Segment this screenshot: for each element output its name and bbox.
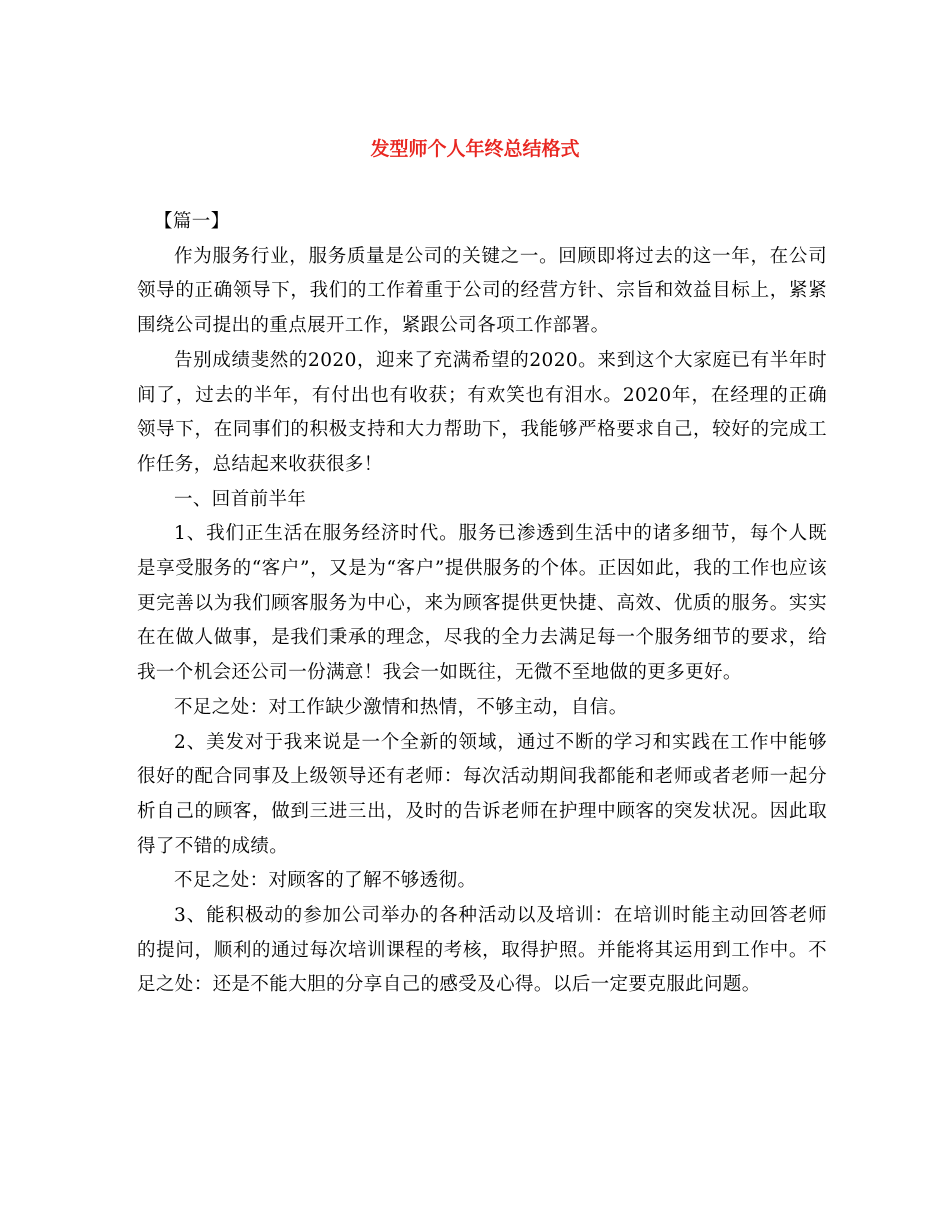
document-title: 发型师个人年终总结格式 — [370, 138, 580, 160]
paragraph-point-3: 3、能积极动的参加公司举办的各种活动以及培训：在培训时能主动回答老师的提问，顺利的通过每次培训课程的考核，取得护照。并能将其运用到工作中。不足之处：还是不能大胆的分享自己的感受及心得。以后一定要克服此问题。 — [137, 905, 827, 996]
paragraph-farewell: 告别成绩斐然的2020，迎来了充满希望的2020。来到这个大家庭已有半年时间了，过去的半年，有付出也有收获；有欢笑也有泪水。2020年，在经理的正确领导下，在同事们的积极支持和大力帮助下，我能够严格要求自己，较好的完成工作任务，总结起来收获很多！ — [137, 349, 827, 475]
paragraph-shortcoming-2: 不足之处：对顾客的了解不够透彻。 — [174, 870, 477, 892]
subheading-review: 一、回首前半年 — [174, 488, 307, 510]
paragraph-point-1: 1、我们正生活在服务经济时代。服务已渗透到生活中的诸多细节，每个人既是享受服务的“客户”，又是为“客户”提供服务的个体。正因如此，我的工作也应该更完善以为我们顾客服务为中心，来为顾客提供更快捷、高效、优质的服务。实实在在做人做事，是我们秉承的理念，尽我的全力去满足每一个服务细节的要求，给我一个机会还公司一份满意！我会一如既往，无微不至地做的更多更好。 — [137, 523, 827, 684]
paragraph-intro: 作为服务行业，服务质量是公司的关键之一。回顾即将过去的这一年，在公司领导的正确领导下，我们的工作着重于公司的经营方针、宗旨和效益目标上，紧紧围绕公司提出的重点展开工作，紧跟公司各项工作部署。 — [137, 245, 827, 337]
section-label: 【篇一】 — [154, 211, 230, 232]
paragraph-point-2: 2、美发对于我来说是一个全新的领域，通过不断的学习和实践在工作中能够很好的配合同事及上级领导还有老师：每次活动期间我都能和老师或者老师一起分析自己的顾客，做到三进三出，及时的告诉老师在护理中顾客的突发状况。因此取得了不错的成绩。 — [137, 731, 827, 857]
document-body — [137, 205, 827, 1003]
paragraph-shortcoming-1: 不足之处：对工作缺少激情和热情，不够主动，自信。 — [174, 696, 628, 718]
